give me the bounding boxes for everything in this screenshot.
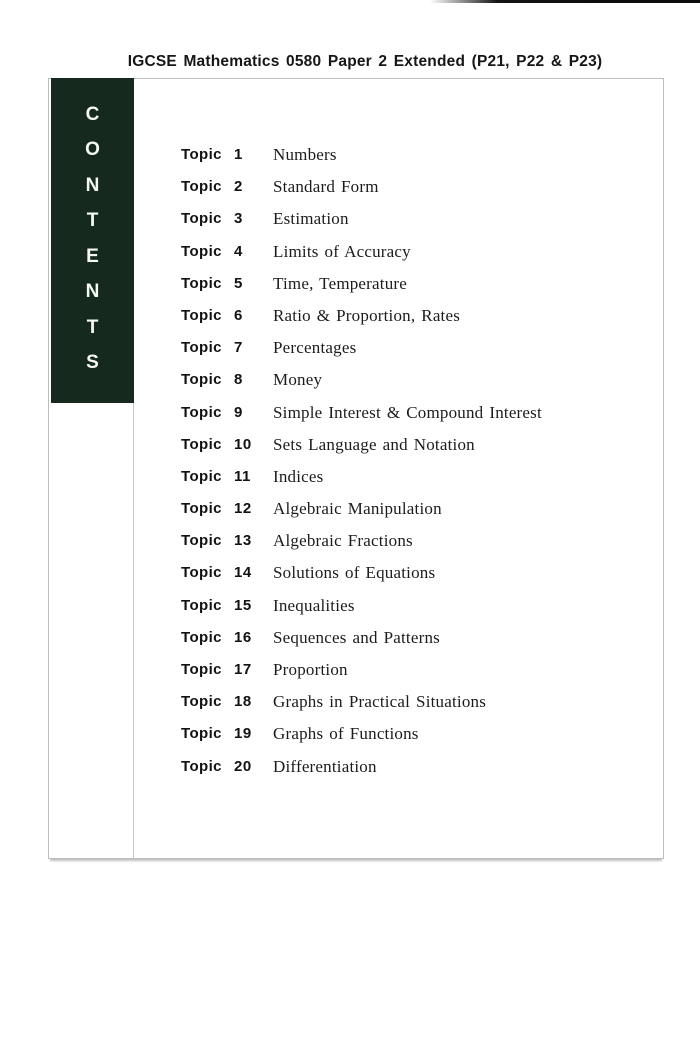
topic-label-word: Topic [181, 467, 222, 485]
topic-title: Sets Language and Notation [273, 434, 475, 454]
topic-number: 13 [234, 532, 252, 550]
topic-title: Indices [273, 466, 324, 486]
topic-number: 15 [234, 596, 252, 614]
topic-label-word: Topic [181, 274, 222, 292]
topic-title: Money [273, 370, 323, 390]
topic-label-word: Topic [181, 210, 222, 228]
topic-label-word: Topic [181, 596, 222, 614]
topic-row [49, 236, 663, 268]
topic-title: Differentiation [273, 756, 377, 776]
topic-number: 14 [234, 564, 252, 582]
contents-banner-letter: E [86, 245, 99, 267]
topic-title: Algebraic Fractions [273, 531, 413, 551]
topic-number: 12 [234, 500, 252, 518]
topic-label-word: Topic [181, 242, 222, 260]
topic-row [49, 718, 663, 750]
topic-number: 6 [234, 306, 243, 324]
topics-list [49, 139, 663, 783]
topic-number: 19 [234, 725, 252, 743]
topic-row [49, 525, 663, 557]
topic-label-word: Topic [181, 403, 222, 421]
topic-number: 1 [234, 146, 243, 163]
topic-title: Numbers [273, 145, 337, 164]
scan-edge-artifact [430, 0, 700, 3]
contents-banner-letter: O [85, 139, 100, 161]
topic-label-word: Topic [181, 178, 222, 196]
contents-banner-letter: S [86, 351, 99, 373]
topic-label-word: Topic [181, 146, 222, 163]
topic-title: Time, Temperature [273, 273, 408, 293]
topic-row [49, 654, 663, 686]
topic-label-word: Topic [181, 500, 222, 518]
topic-number: 8 [234, 371, 243, 389]
topic-row [49, 268, 663, 303]
topic-label-word: Topic [181, 564, 222, 582]
topic-title: Standard Form [273, 177, 379, 197]
topic-row [49, 590, 663, 622]
topic-label-word: Topic [181, 435, 222, 453]
topic-row [49, 300, 663, 332]
page-header-title: IGCSE Mathematics 0580 Paper 2 Extended (P21, P22 & P23) [127, 53, 603, 70]
topic-label-word: Topic [181, 371, 222, 389]
topic-number: 18 [234, 693, 252, 711]
topic-number: 5 [234, 274, 243, 292]
topic-row [49, 686, 663, 718]
topic-number: 3 [234, 210, 243, 228]
contents-banner-letter: N [85, 281, 100, 303]
topic-title: Solutions of Equations [273, 563, 436, 583]
topic-label-word: Topic [181, 757, 222, 775]
contents-banner-letter: T [86, 210, 99, 232]
contents-banner-letter: N [85, 174, 100, 196]
topic-label-word: Topic [181, 725, 222, 743]
contents-page-frame [48, 78, 664, 859]
topic-number: 16 [234, 628, 252, 646]
topic-row [49, 461, 663, 493]
contents-banner-letter: T [86, 316, 99, 338]
topic-row [49, 332, 663, 364]
topic-title: Graphs in Practical Situations [273, 692, 487, 712]
topic-number: 20 [234, 757, 252, 775]
topic-title: Inequalities [273, 595, 355, 615]
topic-number: 2 [234, 178, 243, 196]
topic-label-word: Topic [181, 532, 222, 550]
topic-label-word: Topic [181, 306, 222, 324]
topic-label-word: Topic [181, 661, 222, 678]
topic-title: Limits of Accuracy [273, 241, 411, 261]
topic-row [49, 171, 663, 203]
topic-number: 10 [234, 435, 252, 453]
topic-label-word: Topic [181, 693, 222, 711]
topic-title: Graphs of Functions [273, 724, 419, 744]
topic-number: 17 [234, 661, 252, 678]
topic-row [49, 557, 663, 589]
topic-title: Proportion [273, 660, 348, 679]
topic-label-word: Topic [181, 628, 222, 646]
topic-row [49, 139, 663, 171]
topic-title: Simple Interest & Compound Interest [273, 402, 542, 422]
topic-row [49, 751, 663, 783]
topic-number: 7 [234, 339, 243, 357]
topic-row [49, 397, 663, 429]
topic-title: Ratio & Proportion, Rates [273, 305, 461, 325]
topic-number: 4 [234, 242, 243, 260]
contents-banner-letter: C [85, 104, 100, 125]
topic-row [49, 364, 663, 396]
topic-label-word: Topic [181, 339, 222, 357]
topic-number: 11 [234, 467, 251, 485]
topic-title: Algebraic Manipulation [273, 499, 442, 519]
topic-row [49, 429, 663, 461]
topic-title: Percentages [273, 338, 357, 358]
topic-row [49, 203, 663, 235]
topic-row [49, 493, 663, 525]
topic-title: Estimation [273, 209, 349, 229]
topic-number: 9 [234, 403, 243, 421]
topic-row [49, 622, 663, 654]
topic-title: Sequences and Patterns [273, 627, 440, 647]
